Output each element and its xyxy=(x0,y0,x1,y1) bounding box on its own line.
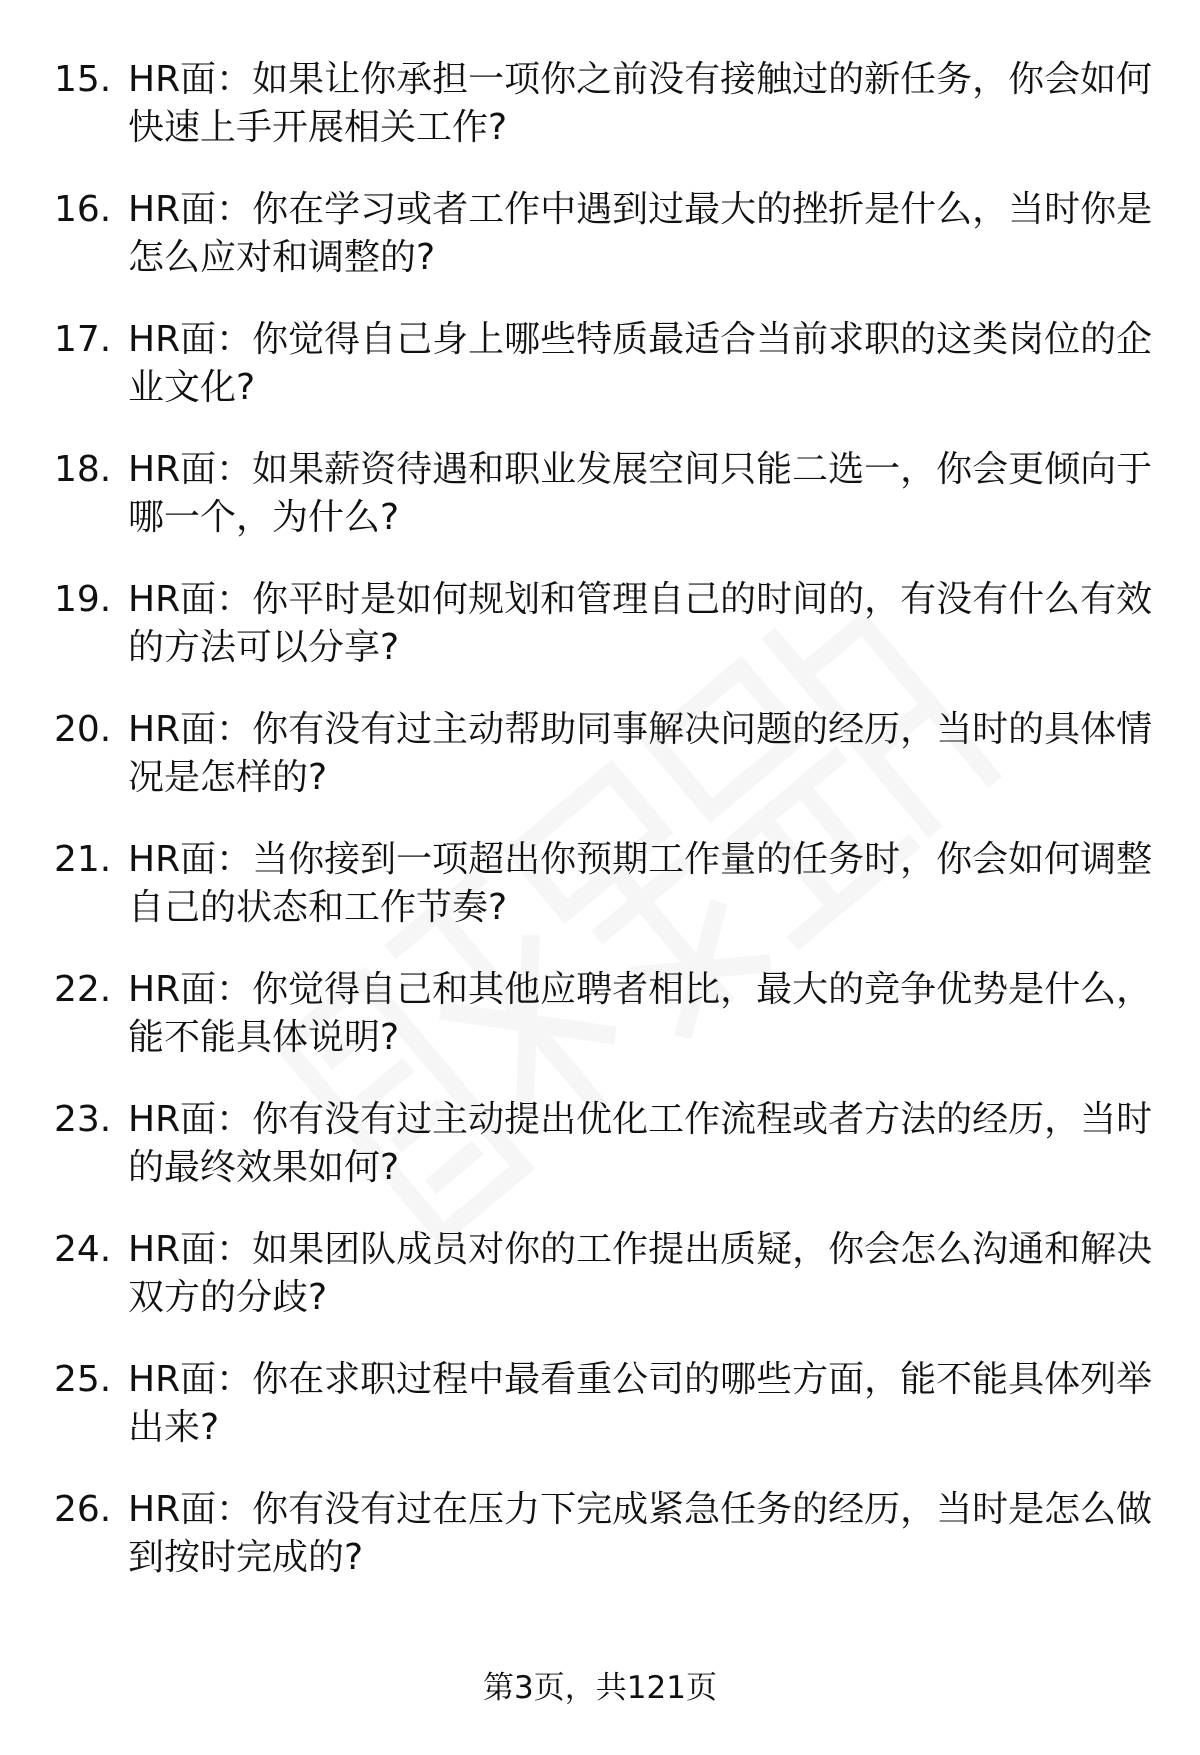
question-item-24 xyxy=(0,1226,1200,1356)
question-item-17 xyxy=(0,316,1200,446)
question-item-21 xyxy=(0,836,1200,966)
question-text xyxy=(128,56,1160,152)
question-line: HR面：你平时是如何规划和管理自己的时间的，有没有什么有效 xyxy=(128,579,1153,620)
question-line: HR面：你在学习或者工作中遇到过最大的挫折是什么，当时你是 xyxy=(128,189,1153,230)
question-line: 快速上手开展相关工作? xyxy=(128,107,508,148)
question-number: 23. xyxy=(54,1099,112,1140)
question-line: HR面：你有没有过主动帮助同事解决问题的经历，当时的具体情 xyxy=(128,709,1153,750)
question-item-23 xyxy=(0,1096,1200,1226)
question-line: HR面：如果让你承担一项你之前没有接触过的新任务，你会如何 xyxy=(128,59,1153,100)
question-text xyxy=(128,186,1160,282)
question-text xyxy=(128,1486,1160,1582)
question-item-22 xyxy=(0,966,1200,1096)
question-text xyxy=(128,446,1160,542)
question-line: HR面：如果团队成员对你的工作提出质疑，你会怎么沟通和解决 xyxy=(128,1229,1153,1270)
question-item-15 xyxy=(0,56,1200,186)
question-line: HR面：你有没有过主动提出优化工作流程或者方法的经历，当时 xyxy=(128,1099,1153,1140)
question-line: HR面：你有没有过在压力下完成紧急任务的经历，当时是怎么做 xyxy=(128,1489,1153,1530)
question-number: 15. xyxy=(54,59,112,100)
question-line: 自己的状态和工作节奏? xyxy=(128,887,508,928)
question-text xyxy=(128,1226,1160,1322)
question-line: 哪一个，为什么? xyxy=(128,497,400,538)
question-text xyxy=(128,316,1160,412)
question-line: 业文化? xyxy=(128,367,256,408)
question-item-25 xyxy=(0,1356,1200,1486)
question-line: 的方法可以分享? xyxy=(128,627,400,668)
question-text xyxy=(128,706,1160,802)
question-text xyxy=(128,836,1160,932)
question-item-20 xyxy=(0,706,1200,836)
question-number: 22. xyxy=(54,969,112,1010)
question-item-19 xyxy=(0,576,1200,706)
question-number: 24. xyxy=(54,1229,112,1270)
question-text xyxy=(128,966,1160,1062)
question-line: 的最终效果如何? xyxy=(128,1147,400,1188)
question-line: 双方的分歧? xyxy=(128,1277,328,1318)
question-line: HR面：你觉得自己身上哪些特质最适合当前求职的这类岗位的企 xyxy=(128,319,1153,360)
question-line: HR面：你在求职过程中最看重公司的哪些方面，能不能具体列举 xyxy=(128,1359,1153,1400)
question-item-16 xyxy=(0,186,1200,316)
page-footer: 第3页，共121页 xyxy=(483,1670,717,1706)
question-text xyxy=(128,1356,1160,1452)
question-line: 能不能具体说明? xyxy=(128,1017,400,1058)
question-number: 16. xyxy=(54,189,112,230)
question-line: HR面：你觉得自己和其他应聘者相比，最大的竞争优势是什么， xyxy=(128,969,1153,1010)
question-item-26 xyxy=(0,1486,1200,1616)
question-number: 17. xyxy=(54,319,112,360)
question-list xyxy=(0,56,1200,1616)
question-line: 到按时完成的? xyxy=(128,1537,364,1578)
question-number: 19. xyxy=(54,579,112,620)
question-number: 21. xyxy=(54,839,112,880)
question-number: 25. xyxy=(54,1359,112,1400)
question-line: 出来? xyxy=(128,1407,220,1448)
question-number: 26. xyxy=(54,1489,112,1530)
question-line: HR面：当你接到一项超出你预期工作量的任务时，你会如何调整 xyxy=(128,839,1153,880)
question-number: 18. xyxy=(54,449,112,490)
question-text xyxy=(128,576,1160,672)
question-line: 况是怎样的? xyxy=(128,757,328,798)
question-line: HR面：如果薪资待遇和职业发展空间只能二选一，你会更倾向于 xyxy=(128,449,1153,490)
question-text xyxy=(128,1096,1160,1192)
question-line: 怎么应对和调整的? xyxy=(128,237,436,278)
question-item-18 xyxy=(0,446,1200,576)
question-number: 20. xyxy=(54,709,112,750)
